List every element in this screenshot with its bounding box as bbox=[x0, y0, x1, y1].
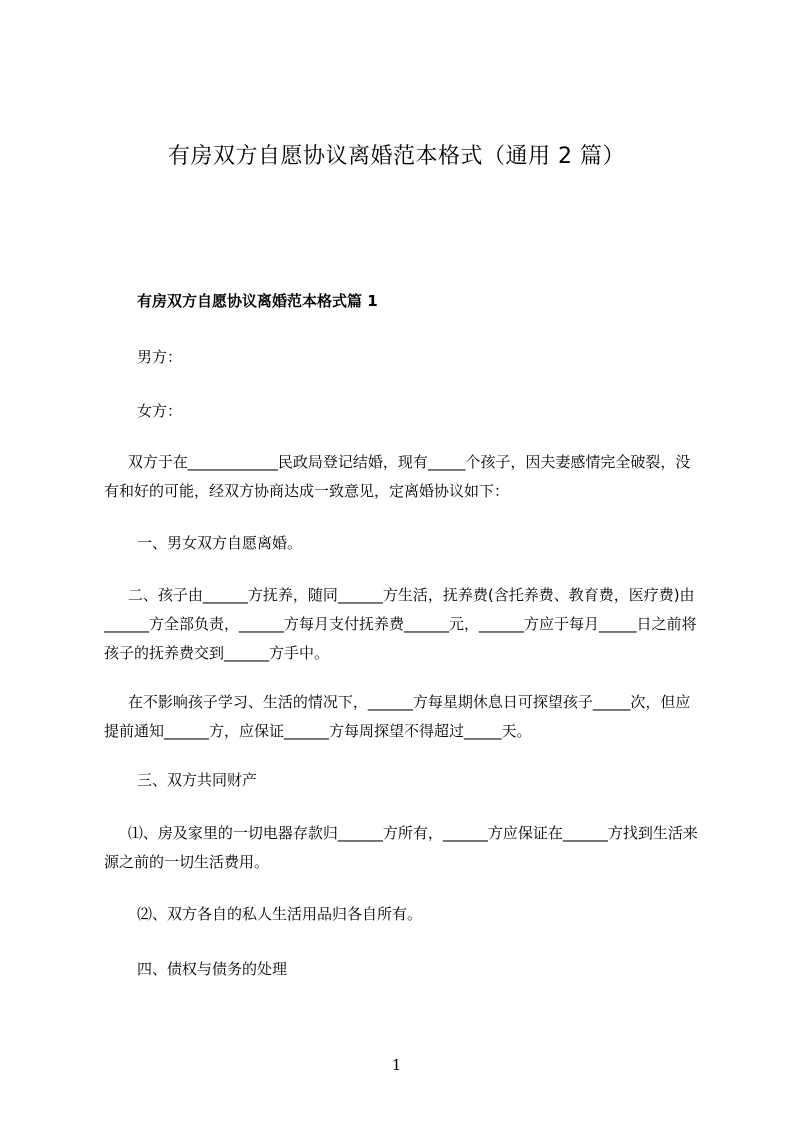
paragraph-female-party: 女方： bbox=[137, 402, 183, 420]
paragraph-marriage-info: 双方于在____________民政局登记结婚，现有_____个孩子，因夫妻感情完全破裂，没有和好的可能，经双方协商达成一致意见，定离婚协议如下： bbox=[104, 453, 691, 500]
paragraph-male-party: 男方： bbox=[137, 348, 183, 366]
paragraph-clause-one: 一、男女双方自愿离婚。 bbox=[137, 534, 303, 552]
paragraph-visitation: 在不影响孩子学习、生活的情况下，______方每星期休息日可探望孩子_____次，但应提前通知______方，应保证______方每周探望不得超过_____天。 bbox=[104, 693, 691, 740]
paragraph-clause-two: 二、孩子由______方抚养，随同______方生活，抚养费(含托养费、教育费，医疗费)由______方全部负责，______方每月支付抚养费______元，______方应于每月_____日之前将孩子的抚养费交到______方手中。 bbox=[104, 586, 697, 662]
paragraph-clause-four: 四、债权与债务的处理 bbox=[137, 960, 288, 978]
paragraph-property-two: ⑵、双方各自的私人生活用品归各自所有。 bbox=[137, 905, 423, 923]
page-number: 1 bbox=[391, 1056, 402, 1074]
section-heading: 有房双方自愿协议离婚范本格式篇 1 bbox=[137, 292, 378, 310]
paragraph-clause-three: 三、双方共同财产 bbox=[137, 771, 258, 789]
paragraph-property-one: ⑴、房及家里的一切电器存款归______方所有，______方应保证在______方找到生活来源之前的一切生活费用。 bbox=[104, 824, 698, 871]
document-title: 有房双方自愿协议离婚范本格式（通用 2 篇） bbox=[168, 144, 625, 169]
